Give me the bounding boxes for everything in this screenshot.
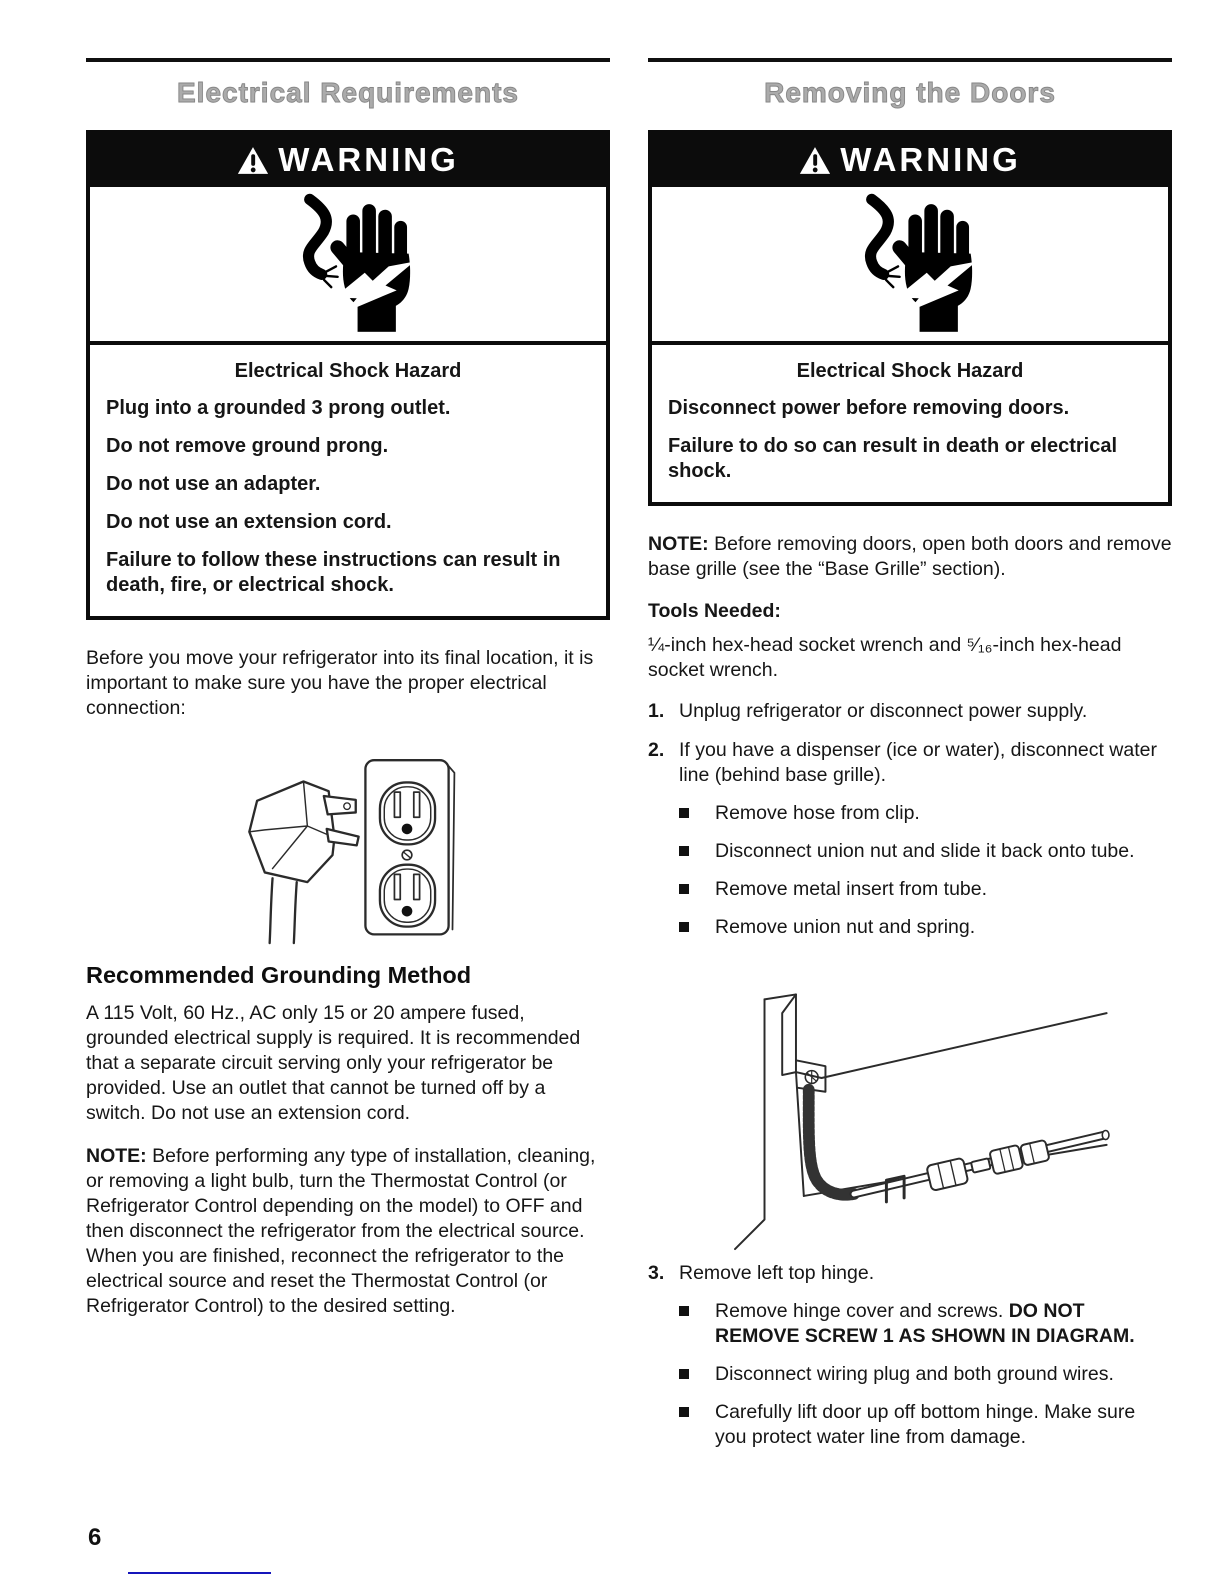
warning-banner [90, 134, 606, 187]
square-bullet-icon [679, 922, 689, 932]
bullet-item [679, 839, 1172, 864]
warning-icon-area [90, 187, 606, 345]
step-number: 2. [648, 739, 665, 761]
note-label: NOTE: [648, 533, 709, 555]
square-bullet-icon [679, 884, 689, 894]
bullet-text: Remove union nut and spring. [715, 916, 976, 938]
square-bullet-icon [679, 1369, 689, 1379]
water-line-diagram [648, 962, 1172, 1257]
warning-banner [652, 134, 1168, 187]
section-title-electrical-requirements: Electrical Requirements [176, 77, 520, 108]
note-paragraph [86, 1144, 610, 1319]
note-body: Before removing doors, open both doors and remove base grille (see the “Base Grille” section). [648, 533, 1172, 580]
note-body: Before performing any type of installation, cleaning, or removing a light bulb, turn the Thermostat Control (or Refrigerator Control depending on the model) to OFF and then disconnect the refrigerator from the electrical source. When you are finished, reconnect the refrigerator to the electrical source and reset the Thermostat Control (or Refrigerator Control) to the desired setting. [86, 1145, 596, 1317]
warning-icon-area [652, 187, 1168, 345]
step-text: Unplug refrigerator or disconnect power supply. [679, 700, 1088, 722]
column-top-rule [648, 58, 1172, 62]
grounding-method-heading: Recommended Grounding Method [86, 962, 472, 988]
warning-line: Do not use an extension cord. [106, 511, 392, 533]
step-number: 1. [648, 700, 665, 722]
right-column [648, 58, 1172, 1450]
bullet-item [679, 1299, 1172, 1349]
step-item-1 [648, 699, 1172, 724]
bullet-item [679, 877, 1172, 902]
step-text: If you have a dispenser (ice or water), disconnect water line (behind base grille). [679, 739, 1157, 786]
intro-paragraph: Before you move your refrigerator into its final location, it is important to make sure you have the proper electrical connection: [86, 647, 594, 719]
bullet-text: Remove metal insert from tube. [715, 878, 988, 900]
note-paragraph [648, 532, 1172, 582]
warning-line: Failure to do so can result in death or electrical shock. [668, 435, 1118, 482]
warning-banner-label: WARNING [840, 141, 1021, 178]
step-item-2 [648, 738, 1172, 788]
bullet-text-normal: Remove hinge cover and screws. [715, 1300, 1009, 1322]
step-number: 3. [648, 1262, 665, 1284]
warning-line: Failure to follow these instructions can result in death, fire, or electrical shock. [106, 549, 561, 596]
square-bullet-icon [679, 846, 689, 856]
warning-line: Disconnect power before removing doors. [668, 397, 1070, 419]
bullet-item [679, 915, 1172, 940]
electric-shock-icon [252, 193, 444, 335]
bullet-item [679, 801, 1172, 826]
warning-line: Plug into a grounded 3 prong outlet. [106, 397, 451, 419]
bullet-text: Disconnect union nut and slide it back onto tube. [715, 840, 1135, 862]
warning-line: Do not remove ground prong. [106, 435, 389, 457]
warning-box-electrical [86, 130, 610, 620]
step-item-3 [648, 1261, 1172, 1286]
bullet-item [679, 1362, 1172, 1387]
square-bullet-icon [679, 808, 689, 818]
bullet-text: Disconnect wiring plug and both ground wires. [715, 1363, 1114, 1385]
hazard-title: Electrical Shock Hazard [796, 360, 1024, 382]
warning-line: Do not use an adapter. [106, 473, 321, 495]
warning-text-area [90, 345, 606, 616]
bullet-text: Remove hose from clip. [715, 802, 920, 824]
hazard-title: Electrical Shock Hazard [234, 360, 462, 382]
electric-shock-icon [814, 193, 1006, 335]
warning-box-doors [648, 130, 1172, 506]
warning-triangle-icon [799, 146, 831, 175]
page-number: 6 [88, 1524, 102, 1551]
warning-triangle-icon [237, 146, 269, 175]
warning-banner-label: WARNING [278, 141, 459, 178]
column-top-rule [86, 58, 610, 62]
footer-link-underline [128, 1572, 271, 1574]
grounding-method-paragraph: A 115 Volt, 60 Hz., AC only 15 or 20 ampere fused, grounded electrical supply is required. It is recommended that a separate circuit serving only your refrigerator be provided. Use an outlet that cannot be turned off by a switch. Do not use an extension cord. [86, 1002, 581, 1124]
square-bullet-icon [679, 1306, 689, 1316]
tools-needed-label: Tools Needed: [648, 600, 781, 622]
plug-and-outlet-illustration [86, 737, 610, 950]
section-title-removing-the-doors: Removing the Doors [764, 77, 1056, 108]
bullet-item [679, 1400, 1172, 1450]
note-label: NOTE: [86, 1145, 147, 1167]
step-text: Remove left top hinge. [679, 1262, 875, 1284]
bullet-text [715, 1299, 1172, 1349]
tools-needed-text: ¼-inch hex-head socket wrench and ⁵⁄₁₆-inch hex-head socket wrench. [648, 634, 1122, 681]
warning-text-area [652, 345, 1168, 502]
bullet-text: Carefully lift door up off bottom hinge. Make sure you protect water line from damage. [715, 1401, 1136, 1448]
bullet-text-bold: DO NOT REMOVE SCREW 1 AS SHOWN IN DIAGRAM. [715, 1300, 1135, 1347]
square-bullet-icon [679, 1407, 689, 1417]
left-column [86, 58, 610, 1335]
